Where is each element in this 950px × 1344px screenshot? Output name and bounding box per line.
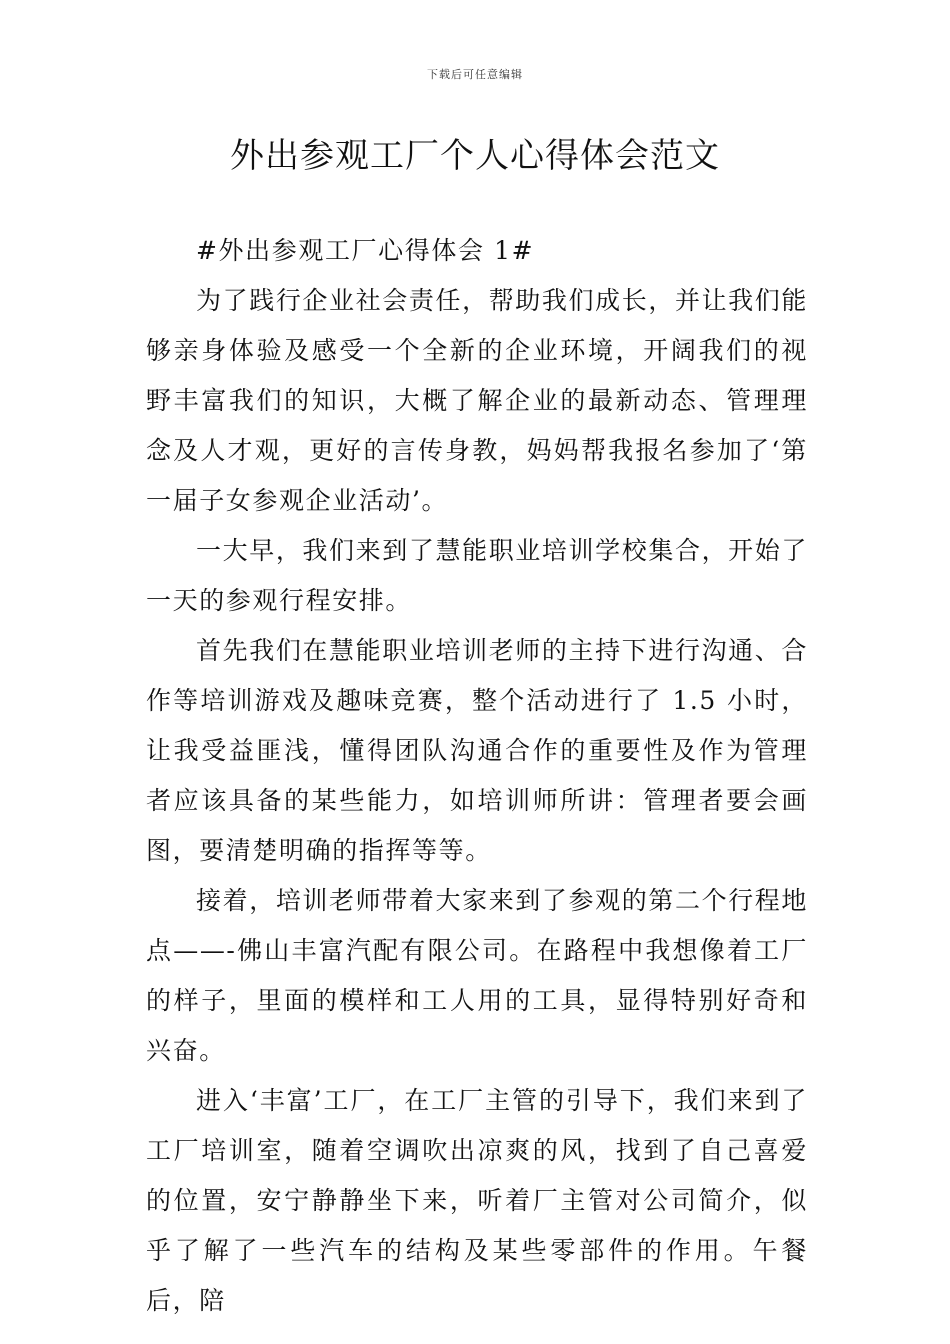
paragraph-2: 一大早，我们来到了慧能职业培训学校集合，开始了一天的参观行程安排。 (146, 536, 808, 615)
section-heading: #外出参观工厂心得体会 1# (196, 236, 535, 265)
paragraph-5: 进入‘丰富’工厂，在工厂主管的引导下，我们来到了工厂培训室，随着空调吹出凉爽的风，找到了自己喜爱的位置，安宁静静坐下来，听着厂主管对公司简介，似乎了解了一些汽车的结构及某些零部件的作用。午餐后，陪 (146, 1086, 808, 1315)
document-body (146, 226, 808, 1326)
document-title: 外出参观工厂个人心得体会范文 (230, 136, 720, 176)
paragraph-1: 为了践行企业社会责任，帮助我们成长，并让我们能够亲身体验及感受一个全新的企业环境，开阔我们的视野丰富我们的知识，大概了解企业的最新动态、管理理念及人才观，更好的言传身教，妈妈帮我报名参加了‘第一届子女参观企业活动’。 (146, 286, 808, 515)
paragraph-4: 接着，培训老师带着大家来到了参观的第二个行程地点——-佛山丰富汽配有限公司。在路程中我想像着工厂的样子，里面的模样和工人用的工具，显得特别好奇和兴奋。 (146, 886, 808, 1065)
header-note: 下载后可任意编辑 (427, 68, 523, 81)
paragraph-3: 首先我们在慧能职业培训老师的主持下进行沟通、合作等培训游戏及趣味竞赛，整个活动进行了 1.5 小时，让我受益匪浅，懂得团队沟通合作的重要性及作为管理者应该具备的某些能力，如培训师所讲：管理者要会画图，要清楚明确的指挥等等。 (146, 636, 808, 865)
